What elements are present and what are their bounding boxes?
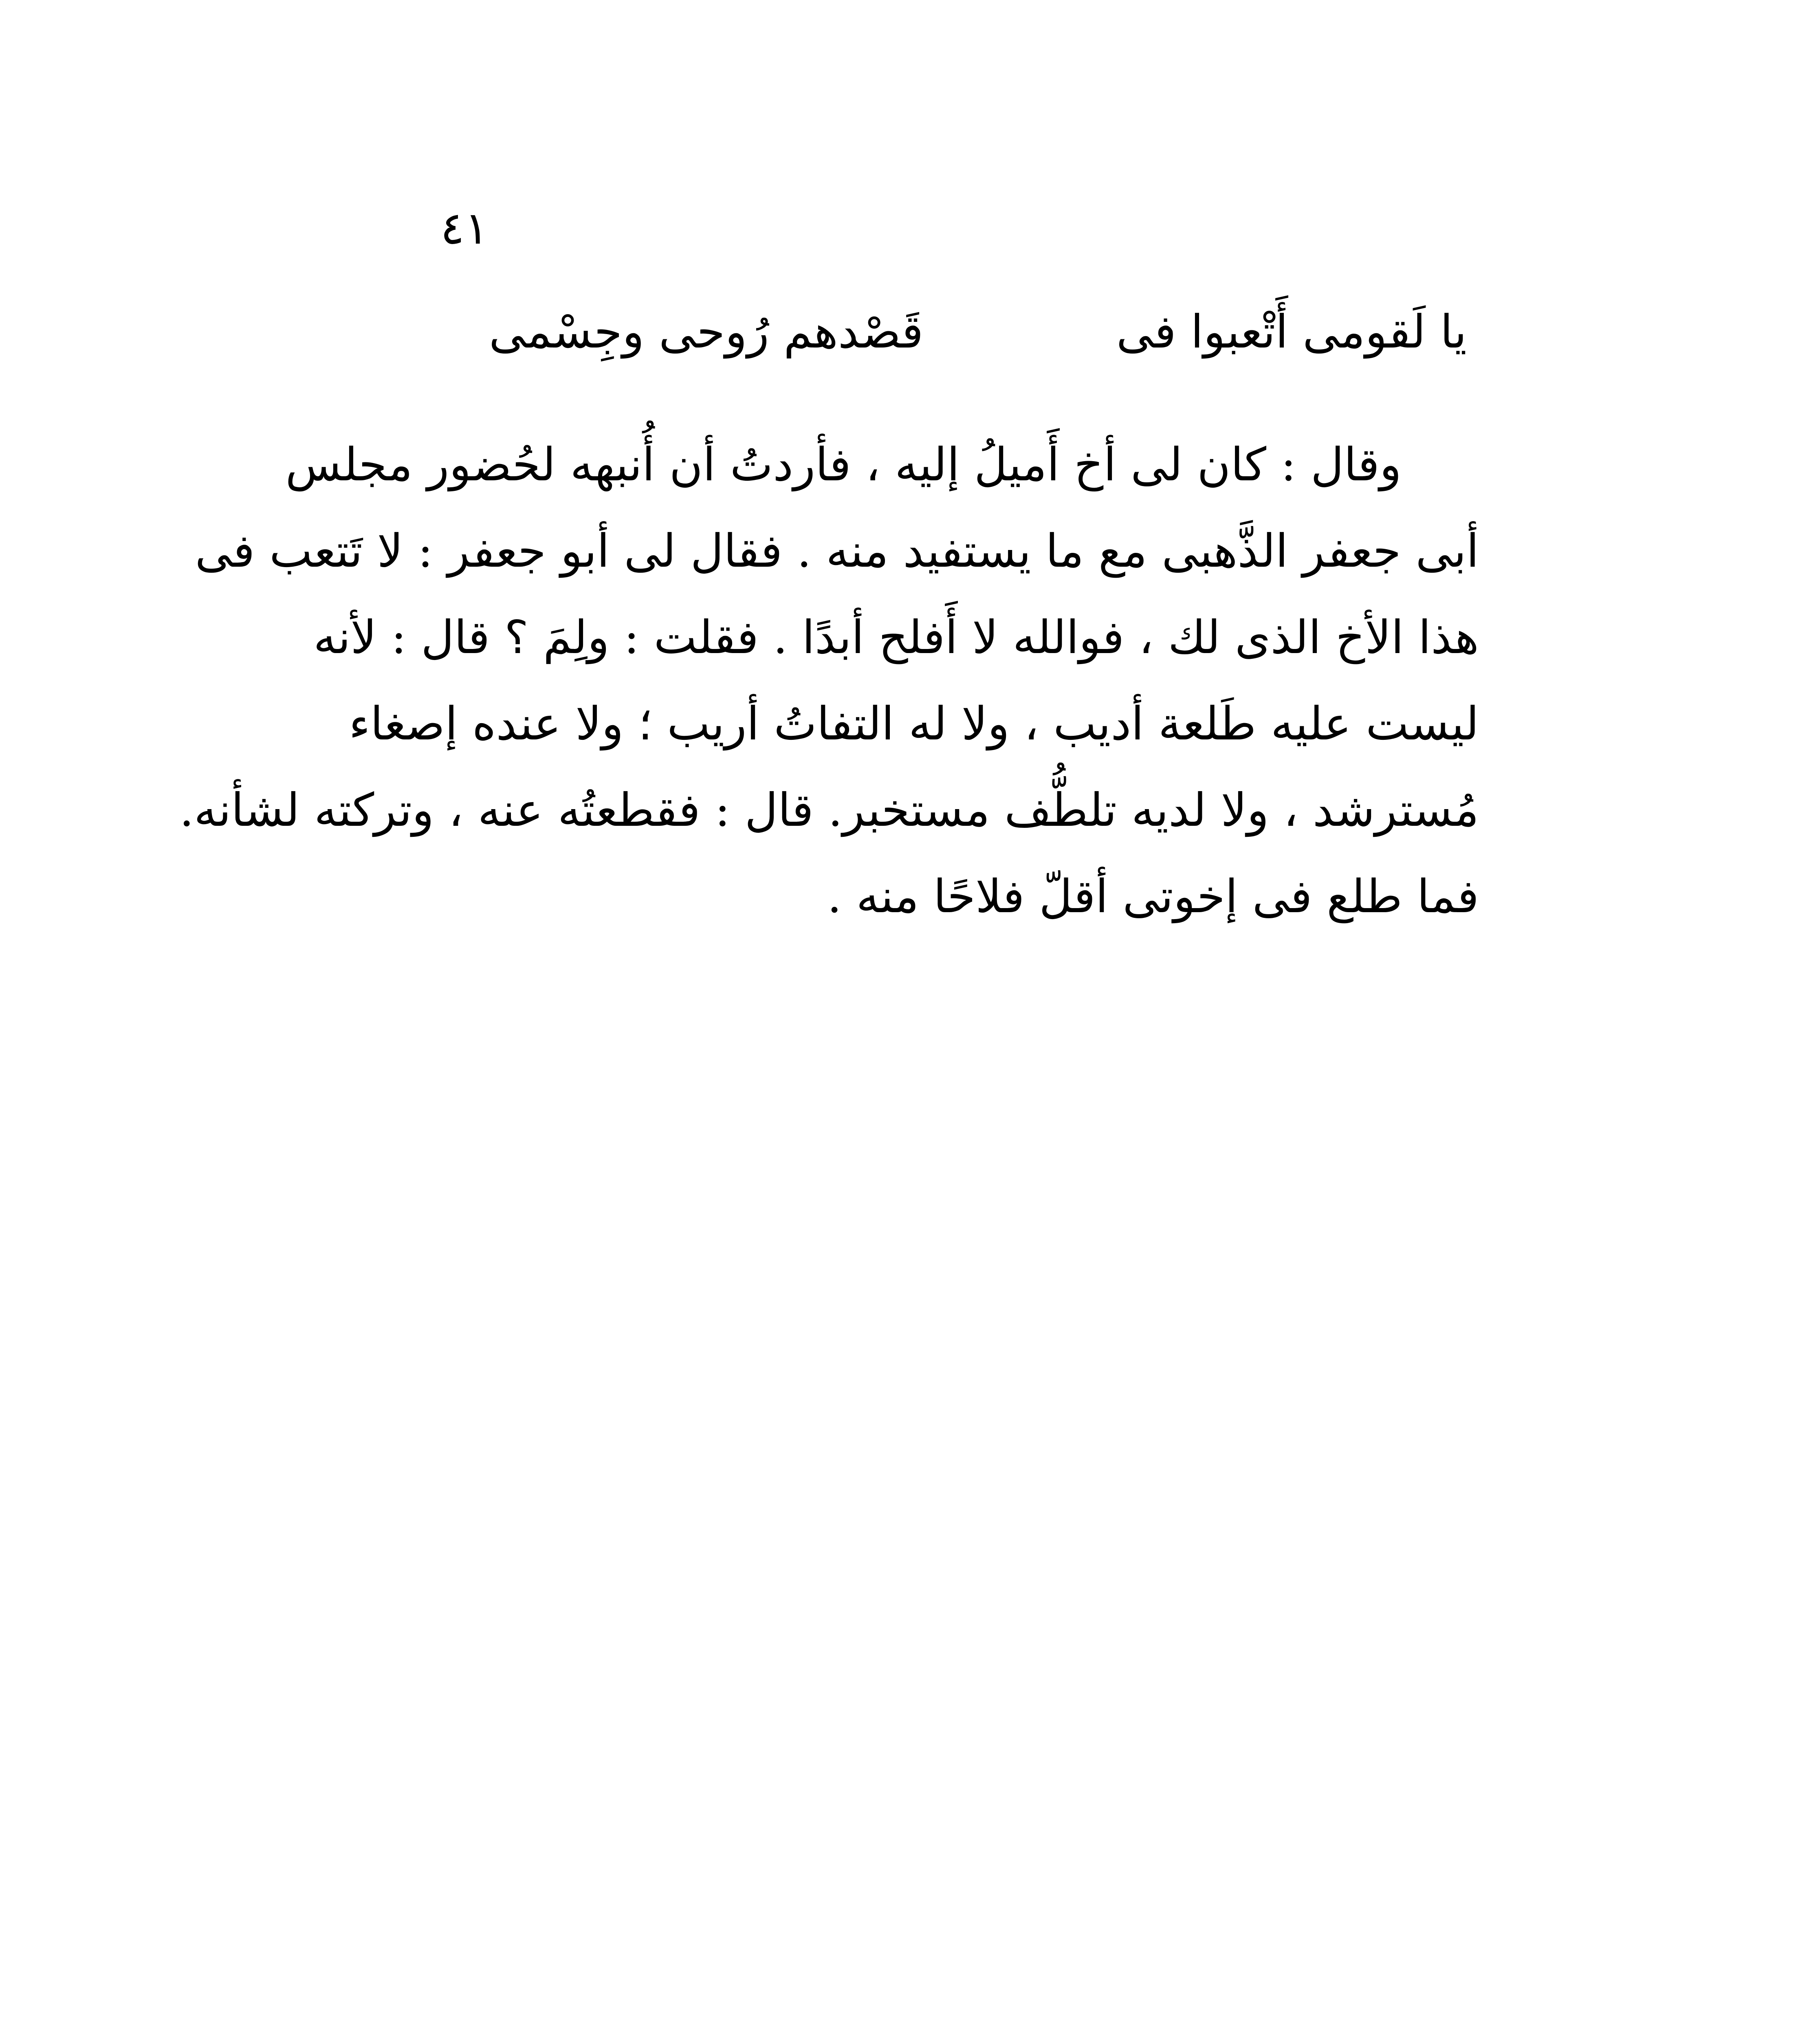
paragraph-line-4: ليست عليه طَلعة أديب ، ولا له التفاتُ أريب ؛ ولا عنده إصغاء (349, 697, 1479, 750)
page-number: ٤١ (440, 202, 489, 254)
verse-first-hemistich: يا لَقومى أَتْعبوا فى (1116, 306, 1467, 359)
paragraph-line-3: هذا الأخ الذى لك ، فوالله لا أَفلح أبدًا . فقلت : ولِمَ ؟ قال : لأنه (313, 611, 1479, 664)
poem-verse (489, 297, 1467, 367)
paragraph-line-5: مُسترشد ، ولا لديه تلطُّف مستخبر. قال : فقطعتُه عنه ، وتركته لشأنه. (179, 784, 1479, 837)
verse-second-hemistich: قَصْدهم رُوحى وجِسْمى (489, 306, 924, 359)
body-paragraph (179, 422, 1479, 940)
paragraph-line-1: وقال : كان لى أخ أَميلُ إليه ، فأردتُ أن أُنبهه لحُضور مجلس (285, 438, 1402, 491)
paragraph-line-6: فما طلع فى إخوتى أقلّ فلاحًا منه . (827, 870, 1479, 923)
paragraph-line-2: أبى جعفر الذَّهبى مع ما يستفيد منه . فقال لى أبو جعفر : لا تَتعب فى (195, 525, 1479, 578)
